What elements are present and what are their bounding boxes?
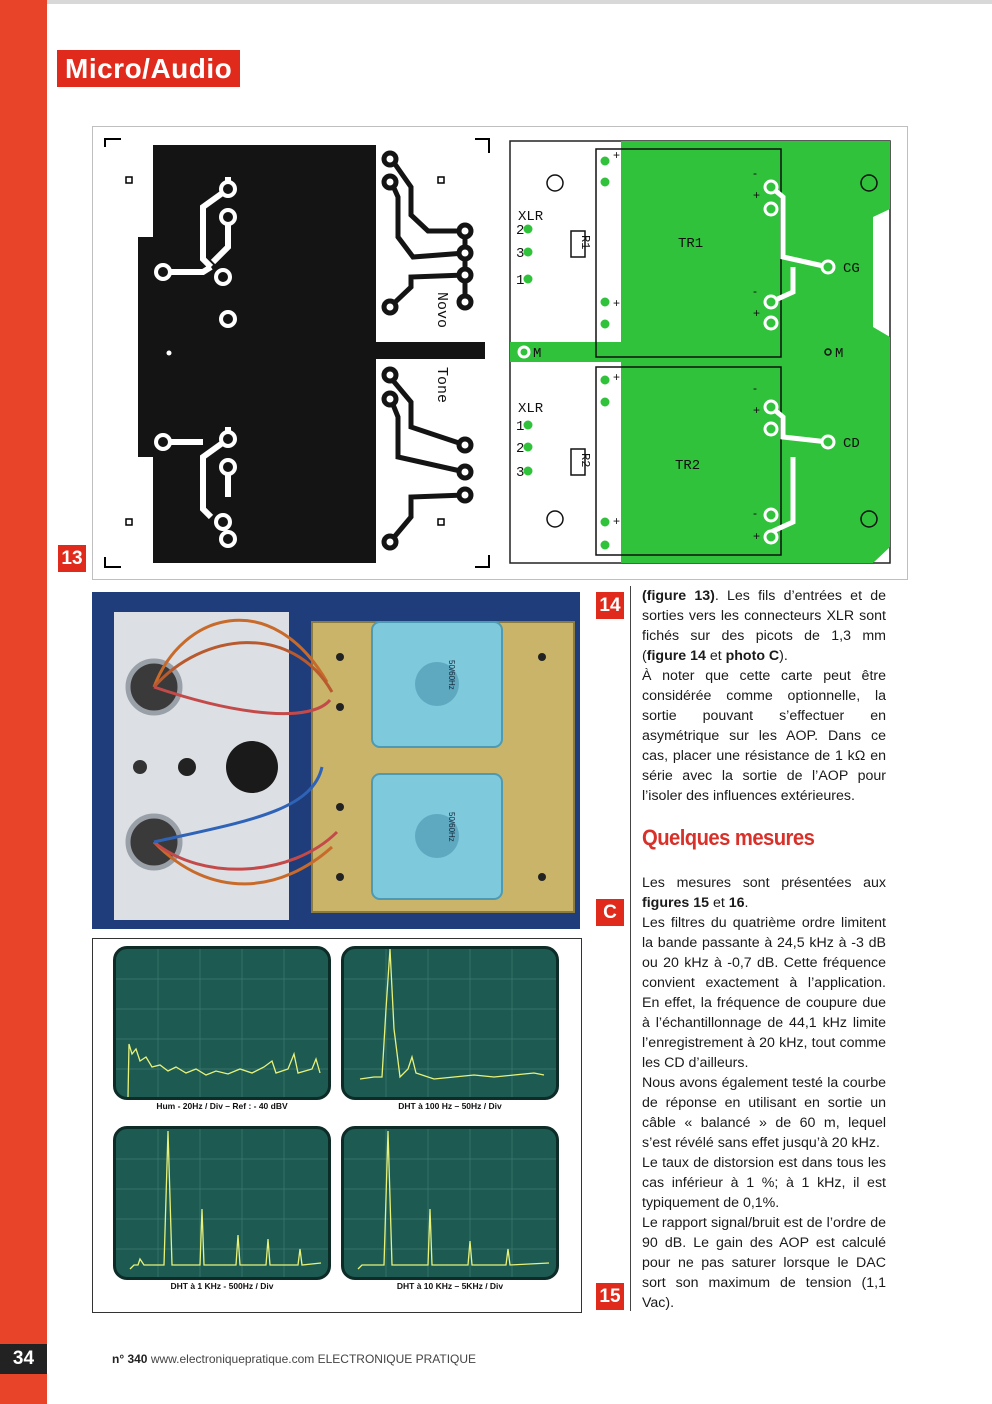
cg-label: CG bbox=[843, 261, 860, 277]
scope-capture-hum bbox=[113, 946, 331, 1112]
cd-label: CD bbox=[843, 436, 860, 452]
pin-bottom-1: 1 bbox=[516, 419, 525, 435]
plus-sign: + bbox=[613, 148, 621, 162]
photo-c-badge: C bbox=[596, 899, 624, 926]
article-column-bottom bbox=[642, 873, 886, 1313]
paragraph: Nous avons également testé la courbe de réponse en utilisant en sortie un câble « balancé » de 60 m, lequel s’est révélé sans effet jusqu’à 20 kHz. bbox=[642, 1075, 886, 1151]
scope-screen bbox=[341, 946, 559, 1100]
scope-caption: DHT à 100 Hz – 50Hz / Div bbox=[398, 1101, 502, 1111]
tone-label: Tone bbox=[433, 367, 450, 404]
plus-sign: + bbox=[613, 370, 621, 384]
article-column-top bbox=[642, 586, 886, 806]
text-run: ). bbox=[779, 648, 788, 664]
tr2-label: TR2 bbox=[675, 458, 701, 474]
section-heading: Quelques mesures bbox=[642, 825, 815, 850]
scope-capture-10khz bbox=[341, 1126, 559, 1292]
scope-screen bbox=[113, 946, 331, 1100]
scope-screen bbox=[341, 1126, 559, 1280]
r1-label: R1 bbox=[578, 235, 592, 250]
minus-sign: - bbox=[753, 166, 757, 180]
novo-label: Novo bbox=[433, 292, 450, 329]
plus-sign: + bbox=[753, 403, 761, 417]
figure-13-pcb-layouts bbox=[92, 126, 908, 580]
figure-15-scope-captures bbox=[92, 938, 582, 1313]
board-photo bbox=[92, 592, 580, 929]
minus-sign: - bbox=[753, 506, 757, 520]
plus-sign: + bbox=[753, 188, 761, 202]
xlr-top-label: XLR bbox=[518, 209, 544, 225]
pin-top-1: 2 bbox=[516, 223, 525, 239]
tone-mirrored-label: Tone bbox=[548, 375, 563, 407]
m-right-label: M bbox=[835, 346, 844, 362]
transformer-text: 50/60Hz bbox=[447, 812, 456, 842]
minus-sign: - bbox=[753, 284, 757, 298]
text-run: . Les fils d’entrées et de sorties vers les connecteurs XLR sont fichés sur des picots de 1,3 mm ( bbox=[642, 588, 886, 664]
footer bbox=[112, 1352, 476, 1366]
tr1-label: TR1 bbox=[678, 236, 704, 252]
pin-top-2: 3 bbox=[516, 246, 525, 262]
photo-ref: photo C bbox=[725, 648, 780, 664]
mounting-hole bbox=[226, 741, 278, 793]
figure-14-badge: 14 bbox=[596, 592, 624, 619]
novo-mirrored-label: Novo bbox=[548, 255, 563, 287]
issue-number: n° 340 bbox=[112, 1352, 148, 1366]
xlr-bottom-label: XLR bbox=[518, 401, 544, 417]
plus-sign: + bbox=[613, 514, 621, 528]
paragraph: Le rapport signal/bruit est de l’ordre de 90 dB. Le gain des AOP est calculé pour ne pas saturer lorsque le DAC sort son maximum de tension (1,1 Vac). bbox=[642, 1215, 886, 1311]
pin-bottom-3: 3 bbox=[516, 465, 525, 481]
paragraph bbox=[642, 586, 886, 666]
scope-capture-1khz bbox=[113, 1126, 331, 1292]
pcb-artwork bbox=[93, 127, 907, 579]
text-run: et bbox=[705, 648, 726, 664]
text-run: et bbox=[709, 895, 729, 911]
scope-caption: DHT à 10 KHz – 5KHz / Div bbox=[396, 1281, 504, 1291]
figure-ref: figure 14 bbox=[646, 648, 706, 664]
plus-sign: + bbox=[753, 529, 761, 543]
r2-label: R2 bbox=[578, 453, 592, 468]
transformer-text: 50/60Hz bbox=[447, 660, 456, 690]
figure-ref: figures 15 bbox=[642, 895, 710, 911]
column-rule bbox=[630, 586, 631, 1311]
scope-caption: Hum - 20Hz / Div – Ref : - 40 dBV bbox=[156, 1101, 288, 1111]
m-left-label: M bbox=[533, 346, 542, 362]
plus-sign: + bbox=[613, 296, 621, 310]
photo-c-board bbox=[92, 592, 580, 929]
scope-caption: DHT à 1 KHz - 500Hz / Div bbox=[170, 1281, 274, 1291]
magazine-name: ELECTRONIQUE PRATIQUE bbox=[317, 1352, 477, 1366]
figure-ref: (figure 13) bbox=[642, 588, 715, 604]
paragraph: Les filtres du quatrième ordre limitent la bande passante à 24,5 kHz à -3 dB ou 20 kHz à -0,7 dB. Cette fréquence convient exactement à l’application. En effet, la fréquence de coupure due à l’échantillonnage de 44,1 kHz limite l’enregistrement à 20 kHz, tout comme les CD d’ailleurs. bbox=[642, 915, 886, 1071]
section-title: Micro/Audio bbox=[57, 50, 240, 87]
figure-13-badge: 13 bbox=[58, 545, 86, 572]
plus-sign: + bbox=[753, 306, 761, 320]
scope-screen bbox=[113, 1126, 331, 1280]
text-run: Les mesures sont présentées aux bbox=[642, 875, 886, 891]
scope-capture-100hz bbox=[341, 946, 559, 1112]
left-color-bar bbox=[0, 0, 47, 1404]
copper-ground-plane bbox=[138, 145, 485, 563]
paragraph: Le taux de distorsion est dans tous les cas inférieur à 1 %; à 1 kHz, il est typiquement de 0,1%. bbox=[642, 1155, 886, 1211]
paragraph bbox=[642, 873, 886, 913]
website-link[interactable]: www.electroniquepratique.com bbox=[150, 1352, 315, 1366]
figure-ref: 16 bbox=[728, 895, 745, 911]
pin-top-3: 1 bbox=[516, 273, 525, 289]
paragraph: À noter que cette carte peut être considérée comme optionnelle, la sortie pouvant s’effectuer en asymétrique sur les AOP. Dans ce cas, placer une résistance de 1 kΩ en série avec la sortie de l’AOP pour l’isoler des influences extérieures. bbox=[642, 668, 886, 804]
page-number: 34 bbox=[0, 1344, 47, 1374]
figure-15-badge: 15 bbox=[596, 1283, 624, 1310]
minus-sign: - bbox=[753, 381, 757, 395]
top-rule bbox=[47, 0, 992, 4]
pin-bottom-2: 2 bbox=[516, 441, 525, 457]
text-run: . bbox=[744, 895, 749, 911]
